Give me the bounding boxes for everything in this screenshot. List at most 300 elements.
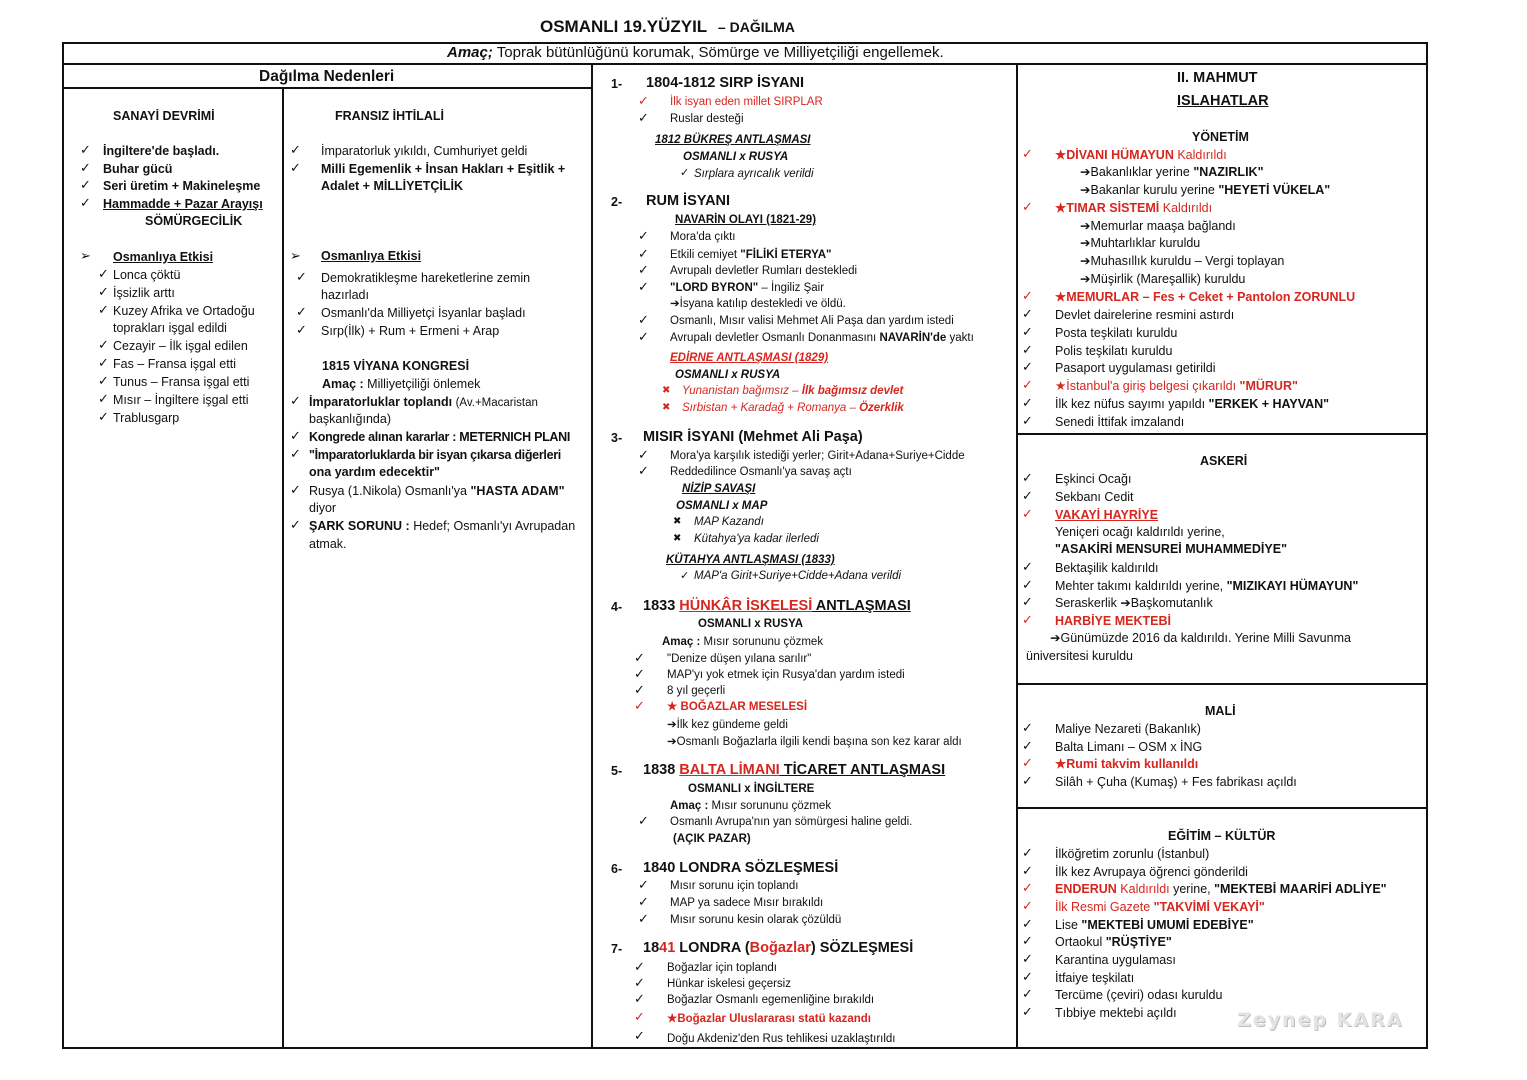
londra-1841-t1: 18 — [643, 940, 660, 956]
rum-item-text: İsyana katılıp destekledi ve öldü. — [679, 298, 846, 310]
check-icon: ✓ — [634, 959, 645, 974]
egitim-text: Kaldırıldı — [1116, 882, 1170, 896]
check-icon: ✓ — [290, 160, 301, 175]
sanayi-etki-item: Cezayir – İlk işgal edilen — [113, 339, 248, 353]
balta-year: 1838 — [643, 762, 680, 778]
col1-header-divider — [62, 87, 592, 89]
sanayi-etki-item: Fas – Fransa işgal etti — [113, 357, 236, 371]
check-icon: ✓ — [638, 329, 649, 344]
aim-row-divider — [62, 63, 1428, 65]
edirne-item-text: Sırbistan + Karadağ + Romanya – — [682, 402, 860, 414]
yonetim-item: Posta teşkilatı kuruldu — [1055, 326, 1178, 340]
sanayi-etki-item: Tunus – Fransa işgal etti — [113, 375, 250, 389]
star-icon: ★ — [1055, 148, 1067, 162]
sirp-item: İlk isyan eden millet SIRPLAR — [670, 96, 823, 108]
londra-1841-item: Boğazlar Osmanlı egemenliğine bırakıldı — [667, 994, 875, 1006]
egitim-bold: ENDERUN — [1055, 882, 1117, 896]
viyana-item — [309, 394, 538, 411]
fransiz-etki-item: Demokratikleşme hareketlerine zemin — [321, 271, 531, 285]
londra-1840-item: MAP ya sadece Mısır bırakıldı — [670, 897, 824, 909]
egitim-item — [1055, 934, 1172, 950]
yonetim-text: Muhtarlıklar kuruldu — [1090, 236, 1201, 250]
londra-1841-item — [667, 1011, 871, 1027]
sanayi-etki-title: Osmanlıya Etkisi — [113, 250, 214, 264]
askeri-bold: "MIZIKAYI HÜMAYUN" — [1226, 579, 1359, 593]
check-icon: ✓ — [1022, 845, 1033, 860]
cross-icon: ✖ — [673, 533, 682, 544]
hunkar-sub-text: İlk kez gündeme geldi — [676, 719, 788, 731]
hunkar-year: 1833 — [643, 598, 680, 614]
fransiz-item: Adalet + MİLLİYETÇİLİK — [321, 179, 464, 193]
check-icon: ✓ — [98, 409, 109, 424]
check-icon: ✓ — [296, 322, 307, 337]
yonetim-sub-item — [1080, 271, 1245, 287]
hunkar-item: MAP'yı yok etmek için Rusya'dan yardım istedi — [667, 669, 905, 681]
askeri-text: Başkomutanlık — [1130, 596, 1213, 610]
edirne-item-bold: Özerklik — [859, 402, 904, 414]
star-icon: ★ — [1055, 757, 1067, 771]
check-icon: ✓ — [634, 682, 645, 697]
harbiye-mektebi: HARBİYE MEKTEBİ — [1055, 614, 1171, 628]
londra-1840-item: Mısır sorunu kesin olarak çözüldü — [670, 914, 842, 926]
fransiz-item: İmparatorluk yıkıldı, Cumhuriyet geldi — [321, 144, 528, 158]
yonetim-item — [1055, 200, 1212, 216]
check-icon: ✓ — [1022, 324, 1033, 339]
check-icon: ✓ — [296, 269, 307, 284]
hunkar-item: 8 yıl geçerli — [667, 685, 726, 697]
askeri-item: Yeniçeri ocağı kaldırıldı yerine, — [1055, 525, 1225, 539]
cross-icon: ✖ — [673, 516, 682, 527]
yonetim-text: Muhasıllık kuruldu – Vergi toplayan — [1090, 254, 1285, 268]
londra-1841-t4: Boğazlar — [749, 940, 811, 956]
section-number: 5- — [611, 764, 623, 778]
check-icon: ✓ — [1022, 969, 1033, 984]
viyana-item-cont: atmak. — [309, 537, 347, 551]
star-icon: ★ — [1055, 290, 1067, 304]
yonetim-bold: TIMAR SİSTEMİ — [1066, 201, 1160, 215]
star-icon: ★ — [667, 1013, 678, 1025]
check-icon: ✓ — [1022, 612, 1033, 627]
yonetim-item: Polis teşkilatı kuruldu — [1055, 344, 1173, 358]
bogazlar-meselesi — [667, 699, 807, 715]
check-icon: ✓ — [296, 304, 307, 319]
sanayi-item: İngiltere'de başladı. — [103, 144, 220, 158]
viyana-item-cont: ona yardım edecektir" — [309, 465, 440, 479]
rum-item: Mora'da çıktı — [670, 231, 736, 243]
mali-item: Maliye Nezareti (Bakanlık) — [1055, 722, 1201, 736]
edirne-item-bold: İlk bağımsız devlet — [801, 385, 904, 397]
yonetim-bold: MEMURLAR – Fes + Ceket + Pantolon ZORUNLU — [1066, 290, 1356, 304]
londra-1841-item: Doğu Akdeniz'den Rus tehlikesi uzaklaştırıldı — [667, 1033, 896, 1045]
section-number: 6- — [611, 862, 623, 876]
egitim-item: Tercüme (çeviri) odası kuruldu — [1055, 988, 1223, 1002]
askeri-item: üniversitesi kuruldu — [1026, 649, 1133, 663]
check-icon: ✓ — [98, 373, 109, 388]
egitim-bold: "MEKTEBİ MAARİFİ ADLİYE" — [1214, 882, 1387, 896]
balta-aim-text: Mısır sorununu çözmek — [708, 800, 832, 812]
check-icon: ✓ — [98, 337, 109, 352]
author-watermark: Zeynep KARA — [1237, 1009, 1404, 1031]
yonetim-sub-item — [1080, 218, 1236, 234]
rum-item: Avrupalı devletler Rumları destekledi — [670, 265, 858, 277]
check-icon: ✓ — [80, 195, 91, 210]
section-number: 2- — [611, 195, 623, 209]
balta-aim — [670, 798, 831, 814]
check-icon: ✓ — [1022, 199, 1033, 214]
viyana-item-text: Rusya (1.Nikola) Osmanlı'ya — [309, 484, 467, 498]
col3-divider-askeri — [1016, 433, 1428, 435]
col-divider-2 — [1016, 63, 1018, 1049]
section-number: 1- — [611, 77, 623, 91]
yonetim-item — [1055, 147, 1227, 163]
check-icon: ✓ — [638, 262, 649, 277]
hunkar-sub-text: Osmanlı Boğazlarla ilgili kendi başına son kez karar aldı — [676, 736, 962, 748]
sirp-item: Ruslar desteği — [670, 113, 744, 125]
check-icon: ✓ — [1022, 898, 1033, 913]
askeri-item: Sekbanı Cedit — [1055, 490, 1134, 504]
check-icon: ✓ — [638, 312, 649, 327]
check-icon: ✓ — [638, 813, 649, 828]
rum-item-bold: "LORD BYRON" — [670, 282, 759, 294]
aim-text: Toprak bütünlüğünü korumak, Sömürge ve Milliyetçiliği engellemek. — [496, 44, 944, 61]
bukres-treaty: 1812 BÜKREŞ ANTLAŞMASI — [655, 134, 811, 146]
egitim-text: Lise — [1055, 918, 1082, 932]
edirne-item-text: Yunanistan bağımsız – — [682, 385, 802, 397]
yonetim-text: Müşirlik (Mareşallik) kuruldu — [1090, 272, 1246, 286]
askeri-sub-item — [1050, 630, 1351, 646]
sanayi-etki-item: Lonca çöktü — [113, 268, 181, 282]
check-icon: ✓ — [634, 975, 645, 990]
londra-1841-item: Hünkar iskelesi geçersiz — [667, 978, 791, 990]
hunkar-aim-text: Mısır sorununu çözmek — [700, 636, 824, 648]
viyana-item-bold: İmparatorluklar toplandı — [309, 395, 453, 409]
viyana-item-text: Hedef; Osmanlı'yı Avrupadan — [413, 519, 576, 533]
balta-item: Osmanlı Avrupa'nın yan sömürgesi haline geldi. — [670, 816, 913, 828]
hunkar-aim — [662, 634, 823, 650]
check-icon: ✓ — [80, 160, 91, 175]
sanayi-etki-item: toprakları işgal edildi — [113, 321, 227, 335]
edirne-treaty: EDİRNE ANTLAŞMASI (1829) — [670, 352, 829, 364]
arrow-icon: ➔ — [1080, 183, 1091, 197]
yonetim-text: Memurlar maaşa bağlandı — [1090, 219, 1236, 233]
check-icon: ✓ — [80, 177, 91, 192]
check-icon: ✓ — [634, 650, 645, 665]
hunkar-parties: OSMANLI x RUSYA — [698, 618, 804, 630]
fransiz-etki-item: hazırladı — [321, 288, 369, 302]
askeri-item: Bektaşilik kaldırıldı — [1055, 561, 1159, 575]
yonetim-bold: DİVANI HÜMAYUN — [1066, 148, 1174, 162]
check-icon: ✓ — [1022, 395, 1033, 410]
arrow-icon: ➔ — [667, 736, 677, 748]
egitim-item — [1055, 881, 1387, 897]
fransiz-etki-title: Osmanlıya Etkisi — [321, 249, 422, 263]
hunkar-sub-item — [667, 717, 788, 733]
yonetim-item — [1055, 396, 1329, 412]
viyana-item: Kongrede alınan kararlar : METERNICH PLANI — [309, 430, 571, 444]
kutahya-item: MAP'a Girit+Suriye+Cidde+Adana verildi — [694, 570, 902, 582]
mahmut-title: II. MAHMUT — [1177, 70, 1258, 86]
check-icon: ✓ — [638, 463, 649, 478]
misir-item: Mora'ya karşılık istediği yerler; Girit+Adana+Suriye+Cidde — [670, 450, 965, 462]
check-icon: ✓ — [1022, 377, 1033, 392]
check-icon: ✓ — [638, 110, 649, 125]
check-icon: ✓ — [290, 142, 301, 157]
check-icon: ✓ — [98, 284, 109, 299]
viyana-aim-label: Amaç : — [322, 377, 364, 391]
check-icon: ✓ — [634, 991, 645, 1006]
egitim-item: Karantina uygulaması — [1055, 953, 1176, 967]
balta-aim-label: Amaç : — [670, 800, 709, 812]
hunkar-item: "Denize düşen yılana sarılır" — [667, 653, 812, 665]
check-icon: ✓ — [1022, 413, 1033, 428]
hunkar-name: HÜNKÂR İSKELESİ — [679, 598, 813, 614]
rum-item — [670, 330, 974, 346]
check-icon: ✓ — [1022, 755, 1033, 770]
balta-parties: OSMANLI x İNGİLTERE — [688, 783, 815, 795]
arrow-icon: ➔ — [1080, 254, 1091, 268]
check-icon: ✓ — [290, 393, 301, 408]
rum-item — [670, 247, 832, 263]
londra-1841-star-text: Boğazlar Uluslararası statü kazandı — [677, 1013, 871, 1025]
egitim-text: İlk Resmi Gazete — [1055, 900, 1154, 914]
yonetim-item: Devlet dairelerine resmini astırdı — [1055, 308, 1235, 322]
egitim-item — [1055, 899, 1265, 915]
check-icon: ✓ — [1022, 470, 1033, 485]
check-icon: ✓ — [680, 167, 690, 179]
rum-isyani-title: RUM İSYANI — [646, 193, 731, 209]
check-icon: ✓ — [1022, 488, 1033, 503]
check-icon: ✓ — [638, 877, 649, 892]
col1-header: Dağılma Nedenleri — [259, 68, 395, 85]
star-icon: ★ — [667, 701, 681, 713]
egitim-item: İlköğretim zorunlu (İstanbul) — [1055, 847, 1210, 861]
check-icon: ✓ — [1022, 933, 1033, 948]
page-title-sub: – DAĞILMA — [717, 19, 795, 35]
mali-text: Rumi takvim kullanıldı — [1066, 757, 1199, 771]
star-icon: ★ — [1055, 201, 1067, 215]
misir-item: Reddedilince Osmanlı'ya savaş açtı — [670, 466, 852, 478]
londra-1841-t5: ) SÖZLEŞMESİ — [810, 940, 914, 956]
balta-name: BALTA LİMANI — [679, 762, 780, 778]
section-number: 4- — [611, 600, 623, 614]
check-icon: ✓ — [1022, 288, 1033, 303]
askeri-item: Eşkinci Ocağı — [1055, 472, 1132, 486]
sanayi-title: SANAYİ DEVRİMİ — [113, 109, 215, 123]
col-divider-1 — [591, 63, 593, 1049]
check-icon: ✓ — [1022, 306, 1033, 321]
arrow-icon: ➔ — [1080, 219, 1091, 233]
yonetim-sub-item — [1080, 253, 1284, 269]
viyana-item-cont: başkanlığında) — [309, 412, 392, 426]
hunkar-sub-item — [667, 734, 962, 750]
arrow-icon: ➔ — [667, 719, 677, 731]
egitim-item: İtfaiye teşkilatı — [1055, 971, 1135, 985]
yonetim-text: İstanbul'a giriş belgesi çıkarıldı — [1066, 379, 1240, 393]
sanayi-item: Hammadde + Pazar Arayışı — [103, 197, 263, 211]
nizip-title: NİZİP SAVAŞI — [682, 483, 756, 495]
sanayi-etki-item: Kuzey Afrika ve Ortadoğu — [113, 304, 255, 318]
check-icon: ✓ — [98, 355, 109, 370]
askeri-title: ASKERİ — [1200, 454, 1248, 468]
yonetim-bold: "HEYETİ VÜKELA" — [1218, 183, 1331, 197]
yonetim-sub-item — [1080, 235, 1200, 251]
viyana-aim-text: Milliyetçiliği önlemek — [367, 377, 481, 391]
yonetim-bold: "MÜRUR" — [1239, 379, 1298, 393]
mali-title: MALİ — [1205, 704, 1236, 718]
page-title-main: OSMANLI 19.YÜZYIL — [540, 17, 708, 36]
fransiz-title: FRANSIZ İHTİLALİ — [335, 109, 445, 123]
yonetim-item — [1055, 289, 1355, 305]
rum-item-bold: "FİLİKİ ETERYA" — [740, 249, 832, 261]
arrow-icon: ➔ — [670, 298, 680, 310]
arrow-icon: ➔ — [1050, 631, 1061, 645]
yonetim-text: İlk kez nüfus sayımı yapıldı — [1055, 397, 1209, 411]
check-icon: ✓ — [638, 894, 649, 909]
hunkar-title — [643, 598, 911, 614]
yonetim-item — [1055, 378, 1298, 394]
check-icon: ✓ — [290, 517, 301, 532]
col3-divider-egitim — [1016, 807, 1428, 809]
viyana-item-note: (Av.+Macaristan — [455, 397, 538, 409]
yonetim-item: Pasaport uygulaması getirildi — [1055, 361, 1216, 375]
sanayi-item: Buhar gücü — [103, 162, 173, 176]
section-number: 7- — [611, 942, 623, 956]
egitim-title: EĞİTİM – KÜLTÜR — [1168, 829, 1276, 843]
fransiz-etki-item: Osmanlı'da Milliyetçi İsyanlar başladı — [321, 306, 526, 320]
check-icon: ✓ — [680, 570, 690, 582]
mali-item: Balta Limanı – OSM x İNG — [1055, 740, 1203, 754]
sanayi-etki-item: İşsizlik arttı — [113, 286, 175, 300]
col1-sub-divider — [282, 87, 284, 1049]
balta-limani-title — [643, 762, 945, 778]
egitim-item: Tıbbiye mektebi açıldı — [1055, 1006, 1177, 1020]
vakayi-hayriye: VAKAYİ HAYRİYE — [1055, 508, 1159, 522]
egitim-bold: "RÜŞTİYE" — [1105, 935, 1172, 949]
londra-1841-t3: LONDRA ( — [675, 940, 750, 956]
viyana-item: "İmparatorluklarda bir isyan çıkarsa diğerleri — [309, 448, 561, 462]
edirne-item — [682, 383, 903, 399]
check-icon: ✓ — [634, 1009, 645, 1024]
check-icon: ✓ — [1022, 1004, 1033, 1019]
check-icon: ✓ — [638, 93, 649, 108]
fransiz-item: Milli Egemenlik + İnsan Hakları + Eşitlik + — [321, 162, 566, 176]
sanayi-etki-item: Mısır – İngiltere işgal etti — [113, 393, 249, 407]
check-icon: ✓ — [1022, 880, 1033, 895]
check-icon: ✓ — [638, 279, 649, 294]
bullet-arrow-icon: ➢ — [290, 248, 301, 263]
check-icon: ✓ — [1022, 738, 1033, 753]
check-icon: ✓ — [1022, 146, 1033, 161]
yonetim-bold: "NAZIRLIK" — [1193, 165, 1264, 179]
arrow-icon: ➔ — [1080, 165, 1091, 179]
outer-bottom-border — [62, 1047, 1428, 1049]
viyana-item — [309, 518, 575, 534]
aim-row — [447, 44, 944, 62]
askeri-text: Seraskerlik — [1055, 596, 1121, 610]
yonetim-item: Senedi İttifak imzalandı — [1055, 415, 1185, 429]
check-icon: ✓ — [98, 302, 109, 317]
viyana-item-bold: "HASTA ADAM" — [470, 484, 565, 498]
egitim-text: Ortaokul — [1055, 935, 1106, 949]
bukres-parties: OSMANLI x RUSYA — [683, 151, 789, 163]
rum-item-sub — [670, 296, 846, 312]
check-icon: ✓ — [1022, 720, 1033, 735]
bukres-item: Sırplara ayrıcalık verildi — [694, 168, 814, 180]
rum-item — [670, 280, 824, 296]
hunkar-aim-label: Amaç : — [662, 636, 701, 648]
egitim-item — [1055, 917, 1254, 933]
edirne-parties: OSMANLI x RUSYA — [675, 369, 781, 381]
fransiz-etki-item: Sırp(İlk) + Rum + Ermeni + Arap — [321, 324, 500, 338]
star-icon: ★ — [1055, 379, 1067, 393]
islahatlar-title: ISLAHATLAR — [1177, 93, 1269, 109]
londra-1840-title: 1840 LONDRA SÖZLEŞMESİ — [643, 860, 839, 876]
egitim-item: İlk kez Avrupaya öğrenci gönderildi — [1055, 865, 1248, 879]
check-icon: ✓ — [290, 482, 301, 497]
balta-rest: TİCARET ANTLAŞMASI — [779, 762, 946, 778]
col3-divider-mali — [1016, 683, 1428, 685]
check-icon: ✓ — [1022, 986, 1033, 1001]
check-icon: ✓ — [634, 698, 645, 713]
viyana-item-bold: ŞARK SORUNU : — [309, 519, 410, 533]
check-icon: ✓ — [638, 246, 649, 261]
nizip-item: Kütahya'ya kadar ilerledi — [694, 533, 819, 545]
askeri-text: Mehter takımı kaldırıldı yerine, — [1055, 579, 1227, 593]
check-icon: ✓ — [1022, 506, 1033, 521]
rum-item-text: yaktı — [946, 332, 974, 344]
mali-item — [1055, 756, 1198, 772]
askeri-item — [1055, 578, 1358, 594]
rum-item-bold: NAVARİN'de — [879, 332, 947, 344]
check-icon: ✓ — [638, 911, 649, 926]
somurgecilik-label: SÖMÜRGECİLİK — [145, 214, 243, 228]
check-icon: ✓ — [1022, 916, 1033, 931]
londra-1841-item: Boğazlar için toplandı — [667, 962, 777, 974]
cross-icon: ✖ — [662, 402, 671, 413]
mali-item: Silâh + Çuha (Kumaş) + Fes fabrikası açıldı — [1055, 775, 1297, 789]
section-number: 3- — [611, 431, 623, 445]
egitim-text: yerine, — [1169, 882, 1215, 896]
egitim-bold: "TAKVİMİ VEKAYİ" — [1153, 900, 1265, 914]
check-icon: ✓ — [98, 391, 109, 406]
page-title — [540, 16, 795, 38]
cross-icon: ✖ — [662, 385, 671, 396]
arrow-icon: ➔ — [1120, 596, 1131, 610]
rum-item-text: – İngiliz Şair — [758, 282, 825, 294]
check-icon: ✓ — [1022, 863, 1033, 878]
yonetim-sub-item — [1080, 182, 1330, 198]
askeri-text: Günümüzde 2016 da kaldırıldı. Yerine Milli Savunma — [1060, 631, 1351, 645]
rum-item-text: Etkili cemiyet — [670, 249, 741, 261]
yonetim-bold: "ERKEK + HAYVAN" — [1208, 397, 1330, 411]
viyana-aim — [322, 376, 480, 392]
nizip-item: MAP Kazandı — [694, 516, 764, 528]
check-icon: ✓ — [1022, 594, 1033, 609]
sanayi-etki-item: Trablusgarp — [113, 411, 180, 425]
aim-label: Amaç; — [447, 44, 493, 61]
viyana-title: 1815 VİYANA KONGRESİ — [322, 359, 470, 373]
outer-left-border — [62, 42, 64, 1049]
sanayi-item: Seri üretim + Makineleşme — [103, 179, 261, 193]
check-icon: ✓ — [290, 446, 301, 461]
bogazlar-meselesi-text: BOĞAZLAR MESELESİ — [680, 701, 808, 713]
yonetim-sub-item — [1080, 164, 1264, 180]
check-icon: ✓ — [1022, 342, 1033, 357]
yonetim-text: Kaldırıldı — [1173, 148, 1227, 162]
check-icon: ✓ — [634, 666, 645, 681]
check-icon: ✓ — [290, 428, 301, 443]
navarin-title: NAVARİN OLAYI (1821-29) — [675, 214, 817, 226]
